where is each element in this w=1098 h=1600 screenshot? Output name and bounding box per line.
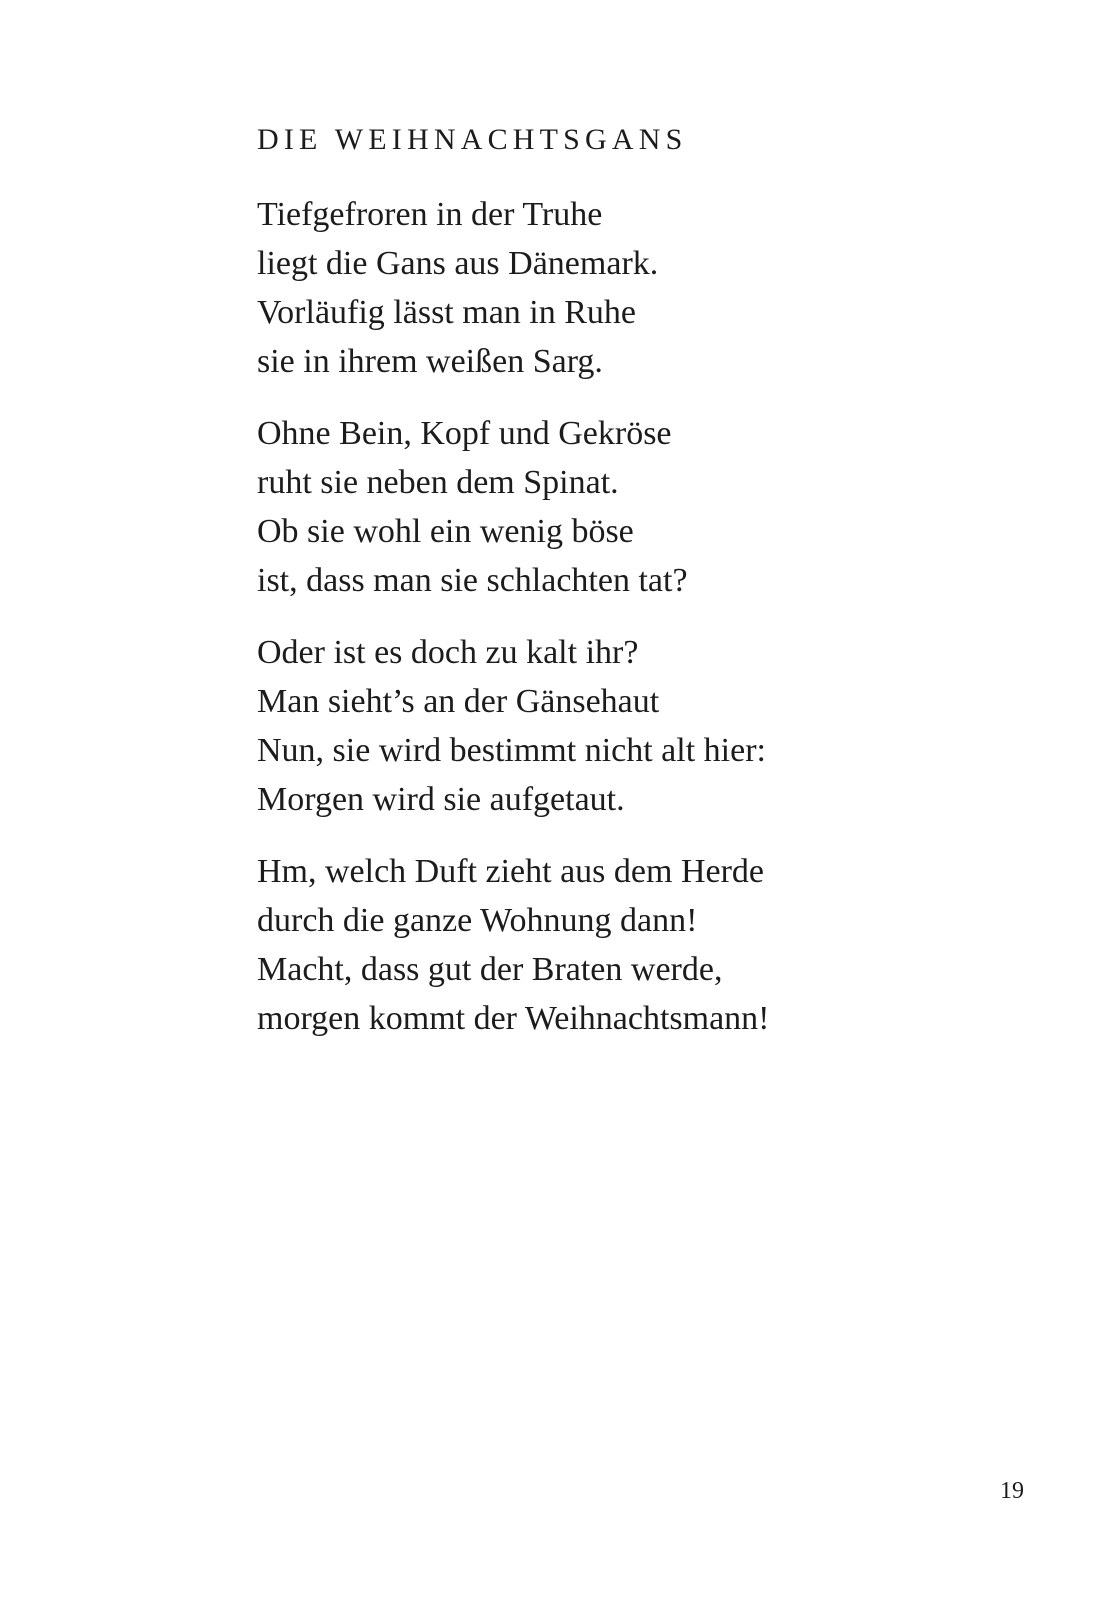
- poem-body: [257, 190, 770, 1066]
- poem-line: Man sieht’s an der Gänsehaut: [257, 683, 660, 720]
- stanza-1: [257, 190, 770, 386]
- poem-line: Ohne Bein, Kopf und Gekröse: [257, 415, 672, 452]
- poem-line: morgen kommt der Weihnachtsmann!: [257, 1000, 770, 1037]
- stanza-3: [257, 628, 770, 824]
- poem-line: Hm, welch Duft zieht aus dem Herde: [257, 853, 764, 890]
- poem-line: Tiefgefroren in der Truhe: [257, 196, 603, 233]
- poem-line: ruht sie neben dem Spinat.: [257, 464, 619, 501]
- poem-line: ist, dass man sie schlachten tat?: [257, 562, 688, 599]
- poem-line: Nun, sie wird bestimmt nicht alt hier:: [257, 732, 766, 769]
- poem-line: sie in ihrem weißen Sarg.: [257, 343, 603, 380]
- stanza-4: [257, 847, 770, 1043]
- poem-title: DIE WEIHNACHTSGANS: [257, 123, 688, 156]
- poem-line: Ob sie wohl ein wenig böse: [257, 513, 634, 550]
- poem-line: liegt die Gans aus Dänemark.: [257, 245, 659, 282]
- poem-line: durch die ganze Wohnung dann!: [257, 902, 698, 939]
- poem-line: Morgen wird sie aufgetaut.: [257, 781, 625, 818]
- poem-line: Macht, dass gut der Braten werde,: [257, 951, 723, 988]
- page-number: 19: [1000, 1478, 1024, 1504]
- stanza-2: [257, 409, 770, 605]
- poem-line: Vorläufig lässt man in Ruhe: [257, 294, 636, 331]
- poem-line: Oder ist es doch zu kalt ihr?: [257, 634, 639, 671]
